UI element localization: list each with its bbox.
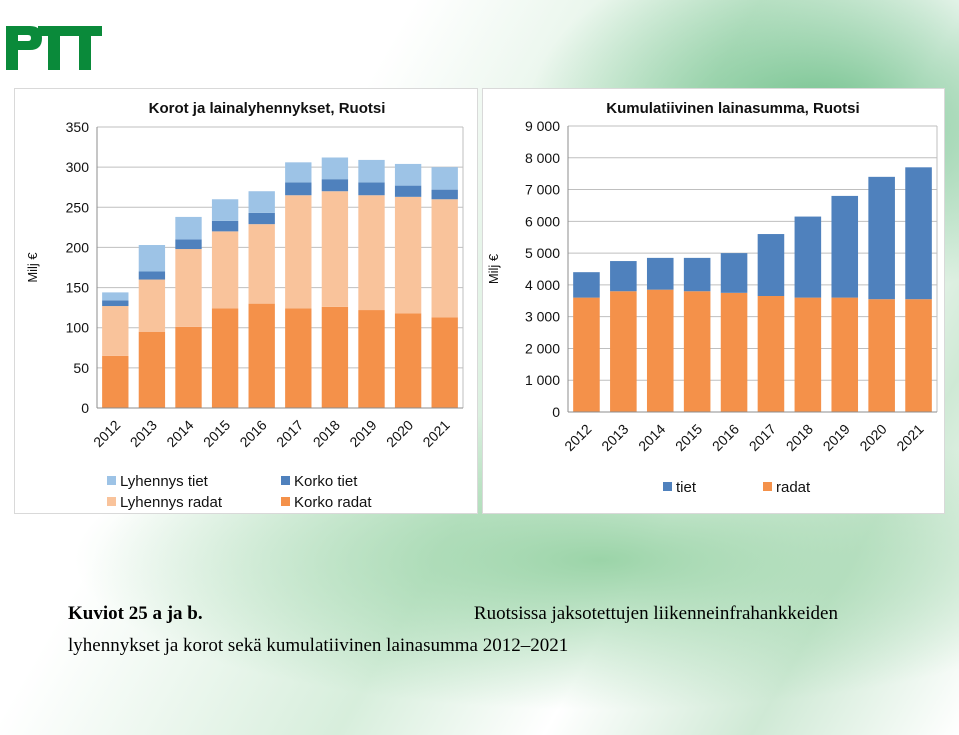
y-tick-label: 50 — [73, 359, 89, 376]
chart-a-svg — [15, 89, 477, 513]
legend-entry: Korko tiet — [294, 473, 358, 490]
y-tick-label: 1 000 — [524, 372, 560, 389]
legend-entry: Korko radat — [294, 494, 372, 511]
chart-kumulatiivinen-lainasumma — [482, 88, 945, 514]
x-tick-label: 2013 — [126, 416, 161, 451]
y-tick-label: 300 — [65, 159, 89, 176]
bar-segment — [758, 296, 785, 412]
bar-segment — [684, 291, 711, 412]
legend-entry: Lyhennys tiet — [120, 473, 208, 490]
x-tick-label: 2021 — [893, 420, 927, 455]
ptt-logo — [4, 22, 104, 74]
bar-segment — [610, 261, 637, 291]
legend-swatch — [281, 476, 290, 485]
x-tick-label: 2019 — [819, 420, 853, 455]
bar-segment — [322, 307, 348, 408]
chart-korot-ja-lainalyhennykset — [14, 88, 478, 514]
y-axis-label: Milj € — [25, 252, 40, 283]
bar-segment — [573, 272, 600, 297]
x-tick-label: 2016 — [236, 416, 270, 451]
x-tick-label: 2015 — [199, 416, 234, 451]
legend-entry: radat — [776, 479, 811, 496]
bar-segment — [905, 167, 932, 299]
x-tick-label: 2017 — [273, 416, 307, 451]
bar-segment — [358, 182, 384, 195]
y-tick-label: 5 000 — [524, 245, 560, 262]
x-tick-label: 2015 — [671, 420, 706, 455]
bar-segment — [432, 167, 458, 189]
legend-swatch — [281, 497, 290, 506]
bar-segment — [795, 298, 822, 412]
bar-segment — [102, 356, 128, 408]
bar-segment — [139, 280, 165, 332]
y-axis-label: Milj € — [486, 253, 501, 285]
legend-entry: Lyhennys radat — [120, 494, 223, 511]
x-tick-label: 2019 — [346, 416, 380, 451]
bar-segment — [395, 197, 421, 313]
y-tick-label: 9 000 — [524, 118, 560, 134]
chart-title: Kumulatiivinen lainasumma, Ruotsi — [606, 100, 860, 117]
x-tick-label: 2014 — [163, 416, 197, 451]
bar-segment — [573, 298, 600, 412]
x-tick-label: 2017 — [745, 420, 780, 455]
bar-segment — [610, 291, 637, 412]
bar-segment — [684, 258, 711, 291]
chart-title: Korot ja lainalyhennykset, Ruotsi — [148, 100, 386, 117]
legend-swatch — [107, 476, 116, 485]
bar-segment — [358, 195, 384, 310]
chart-b-svg — [483, 89, 944, 513]
y-tick-label: 0 — [552, 404, 560, 420]
x-tick-label: 2012 — [90, 416, 124, 451]
bar-segment — [432, 317, 458, 408]
bar-segment — [175, 327, 201, 408]
bar-segment — [249, 213, 275, 224]
figure-caption — [68, 598, 838, 662]
bar-segment — [358, 310, 384, 408]
x-tick-label: 2013 — [598, 420, 632, 455]
bar-segment — [322, 191, 348, 307]
bar-segment — [395, 164, 421, 186]
caption-text-line1: Ruotsissa jaksotettujen liikenneinfrahankkeiden — [473, 603, 838, 624]
x-tick-label: 2020 — [382, 416, 417, 451]
bar-segment — [432, 199, 458, 317]
bar-segment — [905, 299, 932, 412]
caption-label: Kuviot 25 a ja b. — [68, 603, 203, 624]
bar-segment — [139, 272, 165, 280]
bar-segment — [322, 158, 348, 180]
caption-text-line2: lyhennykset ja korot sekä kumulatiivinen lainasumma 2012–2021 — [68, 635, 569, 656]
bar-segment — [395, 313, 421, 408]
bar-segment — [285, 195, 311, 308]
legend-swatch — [763, 482, 772, 491]
bar-segment — [212, 308, 238, 408]
bar-segment — [102, 306, 128, 356]
y-tick-label: 150 — [65, 279, 89, 296]
y-tick-label: 3 000 — [524, 308, 560, 325]
x-tick-label: 2018 — [782, 420, 816, 455]
bar-segment — [175, 249, 201, 327]
bar-segment — [285, 162, 311, 182]
bar-segment — [795, 217, 822, 298]
bar-segment — [249, 191, 275, 213]
x-tick-label: 2021 — [419, 416, 453, 451]
bar-segment — [175, 217, 201, 239]
bar-segment — [868, 177, 895, 299]
y-tick-label: 2 000 — [524, 340, 560, 357]
y-tick-label: 7 000 — [524, 181, 560, 198]
bar-segment — [102, 300, 128, 306]
bar-segment — [249, 304, 275, 408]
bar-segment — [285, 308, 311, 408]
bar-segment — [721, 293, 748, 412]
bar-segment — [102, 292, 128, 300]
y-tick-label: 0 — [81, 400, 89, 416]
bar-segment — [212, 221, 238, 231]
bar-segment — [175, 239, 201, 249]
bar-segment — [831, 298, 858, 412]
bar-segment — [212, 231, 238, 308]
y-tick-label: 6 000 — [524, 213, 560, 230]
bar-segment — [285, 182, 311, 195]
x-tick-label: 2014 — [635, 420, 669, 455]
y-tick-label: 350 — [65, 119, 89, 135]
bar-segment — [721, 253, 748, 293]
x-tick-label: 2016 — [708, 420, 743, 455]
bar-segment — [831, 196, 858, 298]
x-tick-label: 2020 — [856, 420, 890, 455]
bar-segment — [212, 199, 238, 221]
bar-segment — [322, 179, 348, 191]
y-tick-label: 8 000 — [524, 149, 560, 166]
bar-segment — [358, 160, 384, 182]
legend-swatch — [107, 497, 116, 506]
bar-segment — [432, 190, 458, 200]
bar-segment — [395, 186, 421, 197]
legend-entry: tiet — [676, 479, 697, 496]
bar-segment — [139, 332, 165, 408]
bar-segment — [758, 234, 785, 296]
bar-segment — [249, 224, 275, 303]
legend-swatch — [663, 482, 672, 491]
bar-segment — [868, 299, 895, 412]
x-tick-label: 2012 — [561, 420, 595, 455]
x-tick-label: 2018 — [309, 416, 344, 451]
y-tick-label: 200 — [65, 239, 89, 256]
y-tick-label: 100 — [65, 319, 89, 336]
bar-segment — [139, 245, 165, 271]
bar-segment — [647, 290, 674, 412]
y-tick-label: 4 000 — [524, 276, 560, 293]
bar-segment — [647, 258, 674, 290]
y-tick-label: 250 — [65, 199, 89, 216]
